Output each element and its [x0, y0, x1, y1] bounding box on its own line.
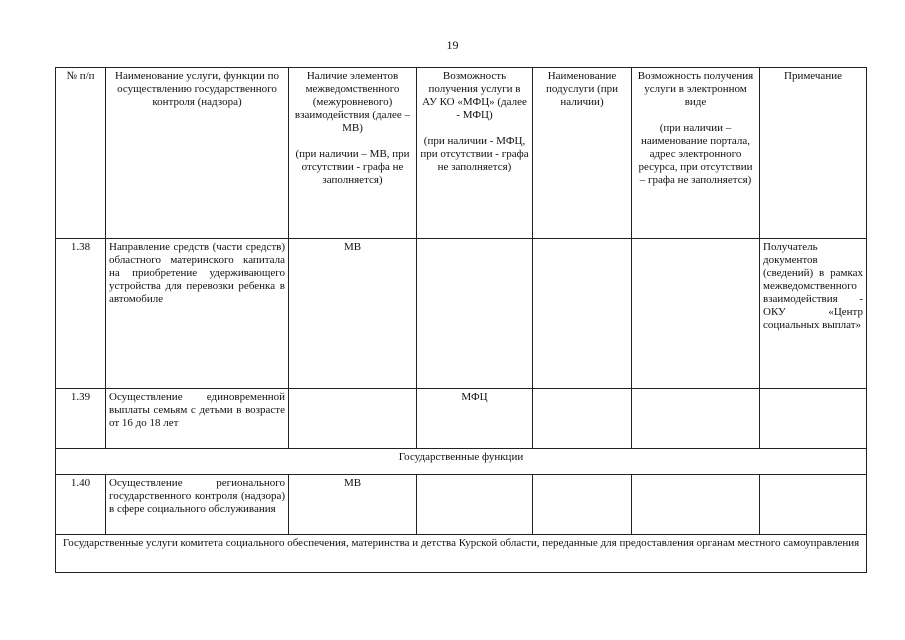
section-row	[56, 449, 867, 475]
header-subservice: Наименование подуслуги (при наличии)	[533, 68, 632, 239]
row-mfc	[417, 239, 533, 389]
row-name: Осуществление единовременной выплаты семьям с детьми в возрасте от 16 до 18 лет	[106, 389, 289, 449]
row-remark	[760, 389, 867, 449]
header-name: Наименование услуги, функции по осуществлению государственного контроля (надзора)	[106, 68, 289, 239]
row-electronic	[632, 389, 760, 449]
header-electronic-title: Возможность получения услуги в электронном виде	[637, 70, 754, 108]
header-electronic	[632, 68, 760, 239]
header-mfc	[417, 68, 533, 239]
header-remark: Примечание	[760, 68, 867, 239]
section-title-state-functions: Государственные функции	[56, 449, 867, 475]
row-mfc	[417, 475, 533, 535]
header-mv	[289, 68, 417, 239]
row-subservice	[533, 389, 632, 449]
table-row	[56, 389, 867, 449]
header-num: № п/п	[56, 68, 106, 239]
header-mfc-note: (при наличии - МФЦ, при отсутствии - графа не заполняется)	[420, 135, 529, 173]
row-name: Направление средств (части средств) областного материнского капитала на приобретение удерживающего устройства для перевозки ребенка в автомобиле	[106, 239, 289, 389]
row-mv: МВ	[289, 239, 417, 389]
row-mv	[289, 389, 417, 449]
section-row	[56, 535, 867, 573]
row-electronic	[632, 475, 760, 535]
header-mv-title: Наличие элементов межведомственного (межуровневого) взаимодействия (далее – МВ)	[294, 70, 411, 134]
row-remark: Получатель документов (сведений) в рамках межведомственного взаимодействия - ОКУ «Центр социальных выплат»	[760, 239, 867, 389]
row-electronic	[632, 239, 760, 389]
services-table	[55, 67, 867, 573]
row-num: 1.38	[56, 239, 106, 389]
row-mv: МВ	[289, 475, 417, 535]
table-header-row	[56, 68, 867, 239]
header-electronic-note: (при наличии – наименование портала, адрес электронного ресурса, при отсутствии – графа не заполняется)	[638, 122, 753, 186]
row-subservice	[533, 475, 632, 535]
header-mfc-title: Возможность получения услуги в АУ КО «МФЦ» (далее - МФЦ)	[422, 70, 527, 121]
table-row	[56, 475, 867, 535]
row-num: 1.40	[56, 475, 106, 535]
row-num: 1.39	[56, 389, 106, 449]
header-mv-note: (при наличии – МВ, при отсутствии - графа не заполняется)	[295, 148, 410, 186]
table-row	[56, 239, 867, 389]
row-mfc: МФЦ	[417, 389, 533, 449]
row-subservice	[533, 239, 632, 389]
page-number: 19	[446, 38, 459, 52]
row-remark	[760, 475, 867, 535]
row-name: Осуществление регионального государственного контроля (надзора) в сфере социального обслуживания	[106, 475, 289, 535]
section-title-delegated: Государственные услуги комитета социального обеспечения, материнства и детства Курской области, переданные для предоставления органам местного самоуправления	[56, 535, 867, 573]
